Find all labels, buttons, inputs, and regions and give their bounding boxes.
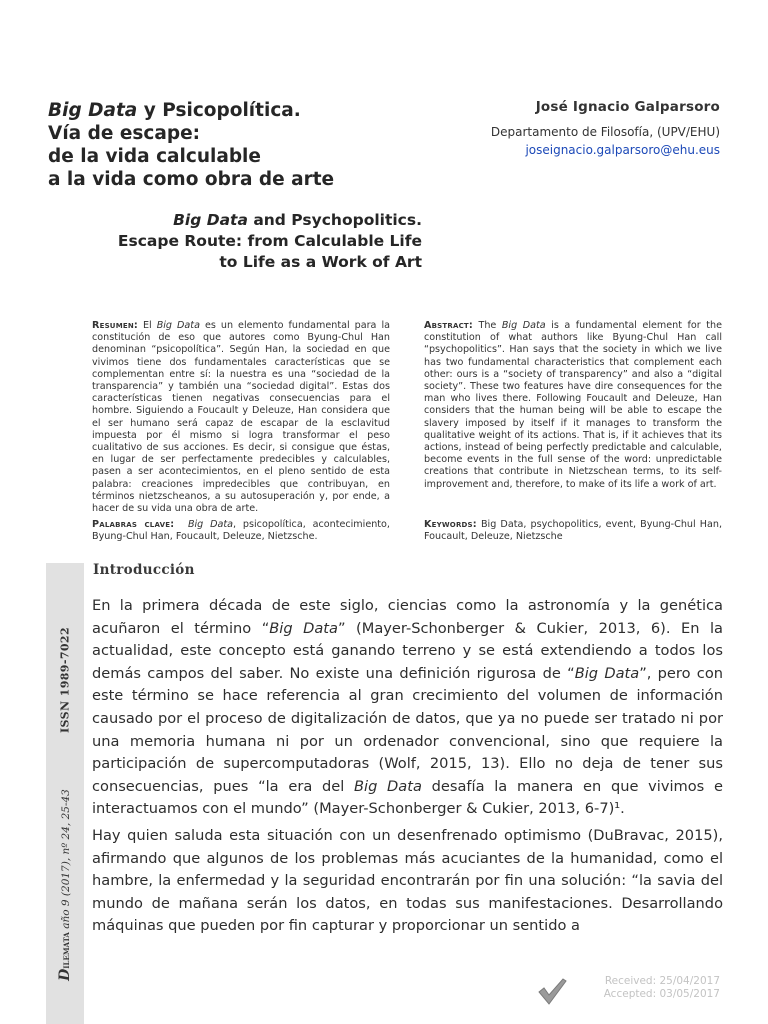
title-en-line3: to Life as a Work of Art	[219, 253, 422, 271]
abstract-es-text: es un elemento fundamental para la constitución de eso que autores como Byung-Chul Han denominan “psicopolítica”. Según Han, la sociedad en que vivimos tiene dos fundamentales características que se complementan entre sí: la nuestra es una “sociedad de la transparencia” y también una “sociedad digital”. Estas dos características tienen negativas consecuencias para el hombre. Siguiendo a Foucault y Deleuze, Han considera que el ser humano será capaz de escapar de la esclavitud impuesta por él mismo si logra transformar el peso cualitativo de sus acciones. Es decir, si consigue que éstas, en lugar de ser perfectamente predecibles y calculables, pasen a ser acontecimientos, en el pleno sentido de esta palabra: creaciones impredecibles que contribuyan, en términos nietzscheanos, a su autosuperación y, por ende, a hacer de su vida una obra de arte.	[92, 320, 390, 515]
title-spanish	[48, 99, 438, 191]
paragraph-text: ”, pero con este término se hace referencia al gran crecimiento del volumen de información causado por el proceso de digitalización de datos, que ya no puede ser tratado ni por una memoria humana ni por un ordenador convencional, sino que requiere la participación de supercomputadoras (Wolf, 2015, 13). Ello no deja de tener sus consecuencias, pues “la era del	[92, 664, 724, 795]
title-en-italic: Big Data	[173, 211, 248, 229]
title-es-italic: Big Data	[48, 100, 138, 121]
journal-logo-letter: D	[57, 968, 73, 981]
issn-label	[50, 625, 80, 735]
issn-text: ISSN 1989-7022	[58, 626, 72, 734]
keywords-spanish	[92, 519, 390, 543]
keywords-en-text: Big Data, psychopolitics, event, Byung-Chul Han, Foucault, Deleuze, Nietzsche	[424, 519, 722, 543]
title-en-line1: and Psychopolitics.	[247, 211, 422, 229]
keywords-es-label: Palabras clave:	[92, 519, 175, 530]
journal-reference	[48, 760, 82, 1010]
keywords-english	[424, 519, 722, 543]
title-es-line2: Vía de escape:	[48, 123, 201, 144]
submission-dates	[604, 975, 720, 1000]
author-name: José Ignacio Galparsoro	[535, 99, 720, 115]
abstract-en-label: Abstract:	[424, 320, 473, 331]
section-heading-introduction: Introducción	[93, 562, 195, 578]
accepted-date: Accepted: 03/05/2017	[603, 987, 720, 1000]
title-english	[22, 210, 422, 273]
author-email-link[interactable]: joseignacio.galparsoro@ehu.eus	[525, 143, 720, 157]
abstract-en-text: is a fundamental element for the constitution of what authors like Byung-Chul Han call “psychopolitics”. Han says that the society in which we live has two fundamental characteristics that complement each other: ours is a “society of transparency” and also a “digital society”. These two features have dire consequences for the man who lives there. Following Foucault and Deleuze, Han considers that the human being will be able to escape the slavery imposed by itself if it manages to transform the qualitative weight of its actions. That is, if it achieves that its actions, instead of being perfectly predictable and calculable, become events in the full sense of the word: unpredictable creations that contribute in Nietzschean terms, to its self-improvement and, therefore, to make of its life a work of art.	[424, 320, 722, 490]
paragraph-text: En la primera década de este siglo, ciencias como la astronomía y la genética acuñaron el término “	[92, 597, 723, 637]
paragraph-italic: Big Data	[269, 619, 338, 637]
abstract-es-label: Resumen:	[92, 320, 138, 331]
received-date: Received: 25/04/2017	[604, 975, 720, 987]
keywords-en-label: Keywords:	[424, 519, 477, 530]
author-department: Departamento de Filosofía, (UPV/EHU)	[490, 125, 720, 139]
abstract-spanish	[92, 320, 390, 515]
paragraph-text: desafía la manera en que vivimos e interactuamos con el mundo” (Mayer-Schonberger & Cukier, 2013, 6-7)¹.	[92, 777, 723, 818]
paragraph-italic: Big Data	[574, 664, 640, 682]
keywords-es-italic: Big Data	[187, 519, 234, 530]
checkmark-icon	[535, 974, 569, 1008]
abstract-en-italic: Big Data	[501, 320, 546, 331]
author-block	[420, 99, 720, 157]
abstract-es-text: El	[137, 320, 157, 331]
journal-name: ilemata	[60, 932, 72, 969]
paragraph-italic: Big Data	[354, 777, 422, 795]
title-es-line4: a la vida como obra de arte	[48, 169, 335, 190]
keywords-es-text: , psicopolítica, acontecimiento, Byung-Chul Han, Foucault, Deleuze, Nietzsche.	[92, 519, 390, 543]
abstract-english	[424, 320, 722, 491]
title-es-line3: de la vida calculable	[48, 146, 261, 167]
title-es-line1: y Psicopolítica.	[137, 100, 301, 121]
journal-info: año 9 (2017), nº 24, 25-43	[60, 789, 72, 933]
title-en-line2: Escape Route: from Calculable Life	[117, 232, 422, 250]
paragraph	[92, 595, 723, 821]
abstract-es-italic: Big Data	[156, 320, 200, 331]
paragraph: Hay quien saluda esta situación con un desenfrenado optimismo (DuBravac, 2015), afirmando que algunos de los problemas más acuciantes de la humanidad, como el hambre, la enfermedad y la seguridad encontrarán por fin una solución: “la savia del mundo de mañana serán los datos, en todas sus manifestaciones. Desarrollando máquinas que pueden por fin capturar y proporcionar un sentido a	[92, 827, 723, 935]
paragraph-text: ” (Mayer-Schonberger & Cukier, 2013, 6). En la actualidad, este concepto está ganando terreno y se está extendiendo a todos los demás campos del saber. No existe una definición rigurosa de “	[92, 619, 723, 682]
abstract-en-text: The	[472, 320, 502, 331]
